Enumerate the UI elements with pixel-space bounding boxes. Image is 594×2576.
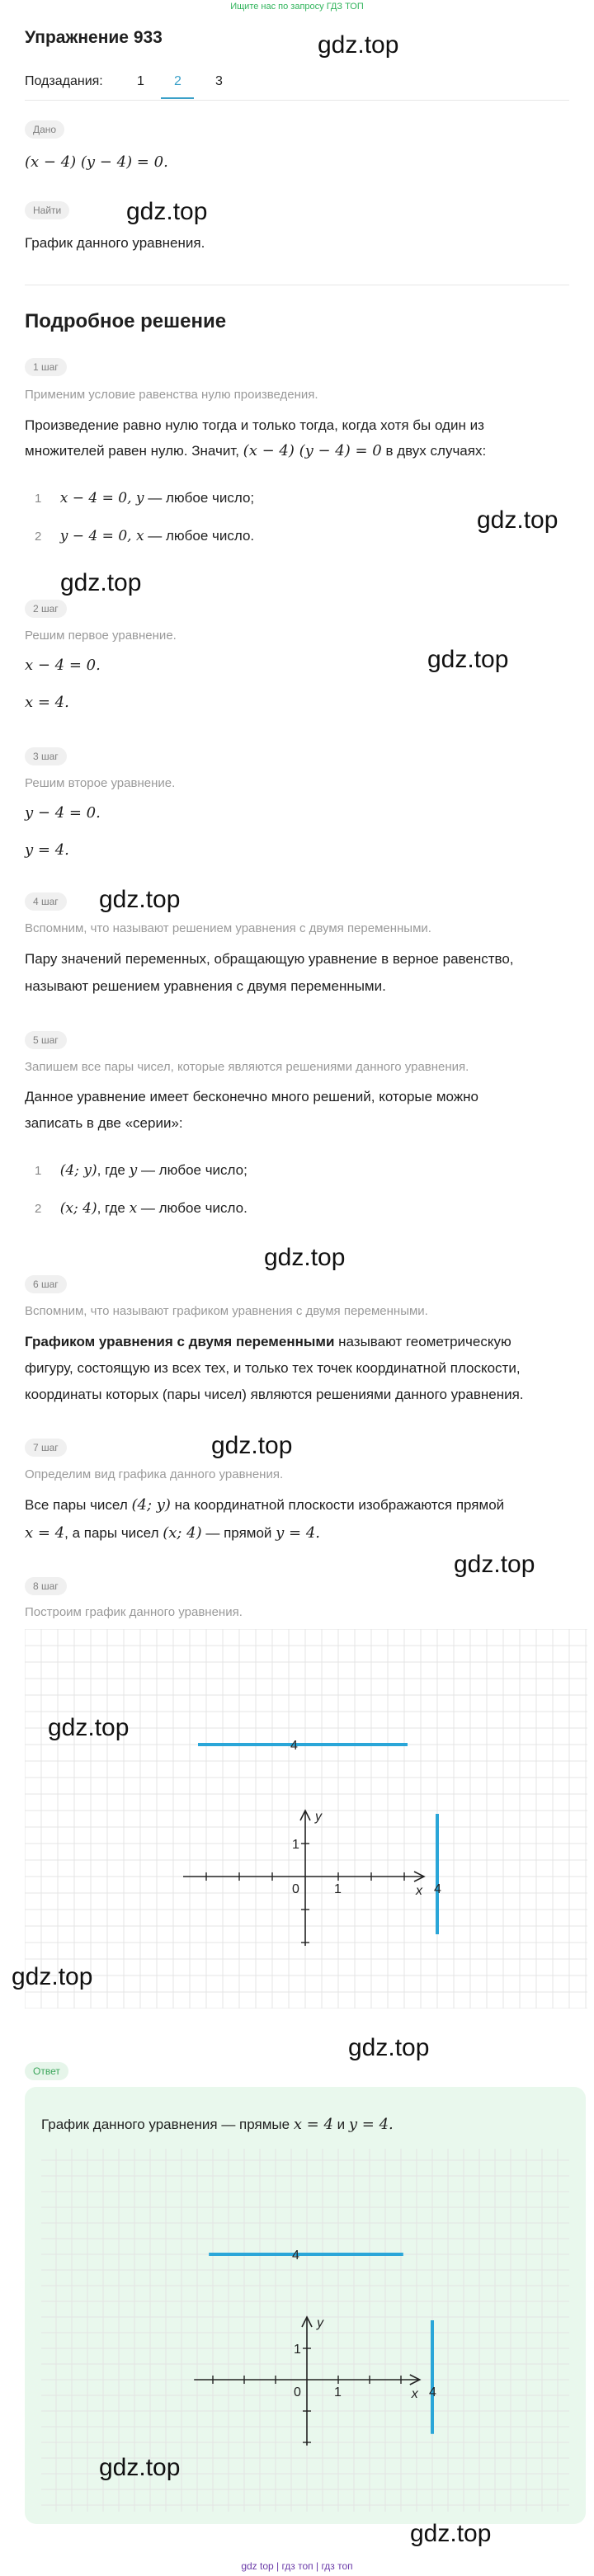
exercise-title: Упражнение 933 xyxy=(25,28,163,47)
given-label: Дано xyxy=(25,120,64,139)
step-3-equation-1: y − 4 = 0. xyxy=(25,804,101,822)
given-equation: (x − 4) (y − 4) = 0. xyxy=(25,153,168,171)
watermark: gdz.top xyxy=(348,2034,430,2061)
watermark: gdz.top xyxy=(318,31,399,59)
step-3-hint: Решим второе уравнение. xyxy=(25,776,176,790)
step-5-line-2: записать в две «серии»: xyxy=(25,1115,183,1131)
origin-label: 0 xyxy=(294,2385,301,2399)
y-axis-label: y xyxy=(315,1810,322,1824)
y-tick-label-4: 4 xyxy=(292,2249,299,2263)
step-1-label: 1 шаг xyxy=(25,358,67,376)
step-6-hint: Вспомним, что называют графиком уравнения с двумя переменными. xyxy=(25,1304,428,1318)
subtask-tab-2[interactable]: 2 xyxy=(174,74,182,88)
find-label: Найти xyxy=(25,201,69,219)
step-6-line-3: координаты которых (пары чисел) являются решениями данного уравнения. xyxy=(25,1387,524,1402)
subtasks-label: Подзадания: xyxy=(25,74,103,88)
step-5-line-1: Данное уравнение имеет бесконечно много решений, которые можно xyxy=(25,1089,478,1104)
watermark: gdz.top xyxy=(60,569,142,596)
step-2-hint: Решим первое уравнение. xyxy=(25,629,177,643)
subtask-tab-3[interactable]: 3 xyxy=(215,74,223,88)
watermark: gdz.top xyxy=(12,1963,93,1990)
step-5-hint: Запишем все пары чисел, которые являются решениями данного уравнения. xyxy=(25,1060,469,1074)
x-tick-label-4: 4 xyxy=(429,2385,436,2399)
step-5-label: 5 шаг xyxy=(25,1031,67,1049)
step-1-line-1: Произведение равно нулю тогда и только тогда, когда хотя бы один из xyxy=(25,417,484,433)
step-6-line-2: фигуру, состоящую из всех тех, и только тех точек координатной плоскости, xyxy=(25,1360,521,1376)
step-4-label: 4 шаг xyxy=(25,892,67,911)
y-axis-label: y xyxy=(317,2316,323,2330)
footer-links[interactable]: gdz top | гдз топ | гдз топ xyxy=(241,2560,353,2572)
step-3-label: 3 шаг xyxy=(25,747,67,765)
y-tick-label-4: 4 xyxy=(290,1739,298,1753)
step-2-label: 2 шаг xyxy=(25,600,67,618)
step-1-list-item: 2 y − 4 = 0, x — любое число. xyxy=(35,528,255,544)
step-4-line-2: называют решением уравнения с двумя переменными. xyxy=(25,978,386,994)
search-banner[interactable]: Ищите нас по запросу ГДЗ ТОП xyxy=(230,2,364,12)
step-4-line-1: Пару значений переменных, обращающую уравнение в верное равенство, xyxy=(25,951,514,967)
watermark: gdz.top xyxy=(454,1551,535,1578)
watermark: gdz.top xyxy=(427,646,509,673)
step-5-list-item: 2 (x; 4), где x — любое число. xyxy=(35,1200,248,1217)
origin-label: 0 xyxy=(292,1882,299,1896)
step-1-list-item: 1 x − 4 = 0, y — любое число; xyxy=(35,490,255,506)
x-tick-label-1: 1 xyxy=(334,2385,342,2399)
step-4-hint: Вспомним, что называют решением уравнения с двумя переменными. xyxy=(25,921,431,935)
x-tick-label-4: 4 xyxy=(434,1882,441,1896)
step-8-hint: Построим график данного уравнения. xyxy=(25,1605,243,1619)
x-axis-label: x xyxy=(411,2387,418,2401)
watermark: gdz.top xyxy=(477,506,559,534)
x-axis-label: x xyxy=(416,1884,422,1898)
step-7-line-1: Все пары чисел (4; y) на координатной плоскости изображаются прямой xyxy=(25,1496,505,1514)
subtask-tab-1[interactable]: 1 xyxy=(137,74,144,88)
step-7-label: 7 шаг xyxy=(25,1439,67,1457)
watermark: gdz.top xyxy=(48,1714,130,1741)
watermark: gdz.top xyxy=(126,198,208,225)
step-5-list-item: 1 (4; y), где y — любое число; xyxy=(35,1162,248,1179)
step-7-line-2: x = 4, а пары чисел (x; 4) — прямой y = 4. xyxy=(25,1524,321,1542)
step-2-equation-1: x − 4 = 0. xyxy=(25,657,101,674)
active-tab-indicator xyxy=(161,97,194,99)
solution-graph xyxy=(25,1629,587,2009)
step-8-label: 8 шаг xyxy=(25,1577,67,1595)
y-tick-label-1: 1 xyxy=(292,1838,299,1852)
watermark: gdz.top xyxy=(264,1244,346,1271)
step-1-line-2: множителей равен нулю. Значит, (x − 4) (y − 4) = 0 в двух случаях: xyxy=(25,442,487,459)
watermark: gdz.top xyxy=(99,886,181,913)
watermark: gdz.top xyxy=(99,2454,181,2481)
watermark: gdz.top xyxy=(211,1432,293,1459)
tabs-divider xyxy=(25,100,569,101)
step-7-hint: Определим вид графика данного уравнения. xyxy=(25,1467,284,1481)
watermark: gdz.top xyxy=(410,2520,492,2547)
x-tick-label-1: 1 xyxy=(334,1882,342,1896)
answer-label: Ответ xyxy=(25,2062,68,2080)
y-tick-label-1: 1 xyxy=(294,2343,301,2357)
answer-text: График данного уравнения — прямые x = 4 и y = 4. xyxy=(41,2116,394,2133)
step-6-label: 6 шаг xyxy=(25,1275,67,1293)
step-6-line-1: Графиком уравнения с двумя переменными называют геометрическую xyxy=(25,1334,512,1349)
solution-title: Подробное решение xyxy=(25,310,227,332)
step-3-equation-2: y = 4. xyxy=(25,841,69,859)
step-1-hint: Применим условие равенства нулю произведения. xyxy=(25,388,318,402)
step-2-equation-2: x = 4. xyxy=(25,694,69,711)
find-text: График данного уравнения. xyxy=(25,235,205,251)
